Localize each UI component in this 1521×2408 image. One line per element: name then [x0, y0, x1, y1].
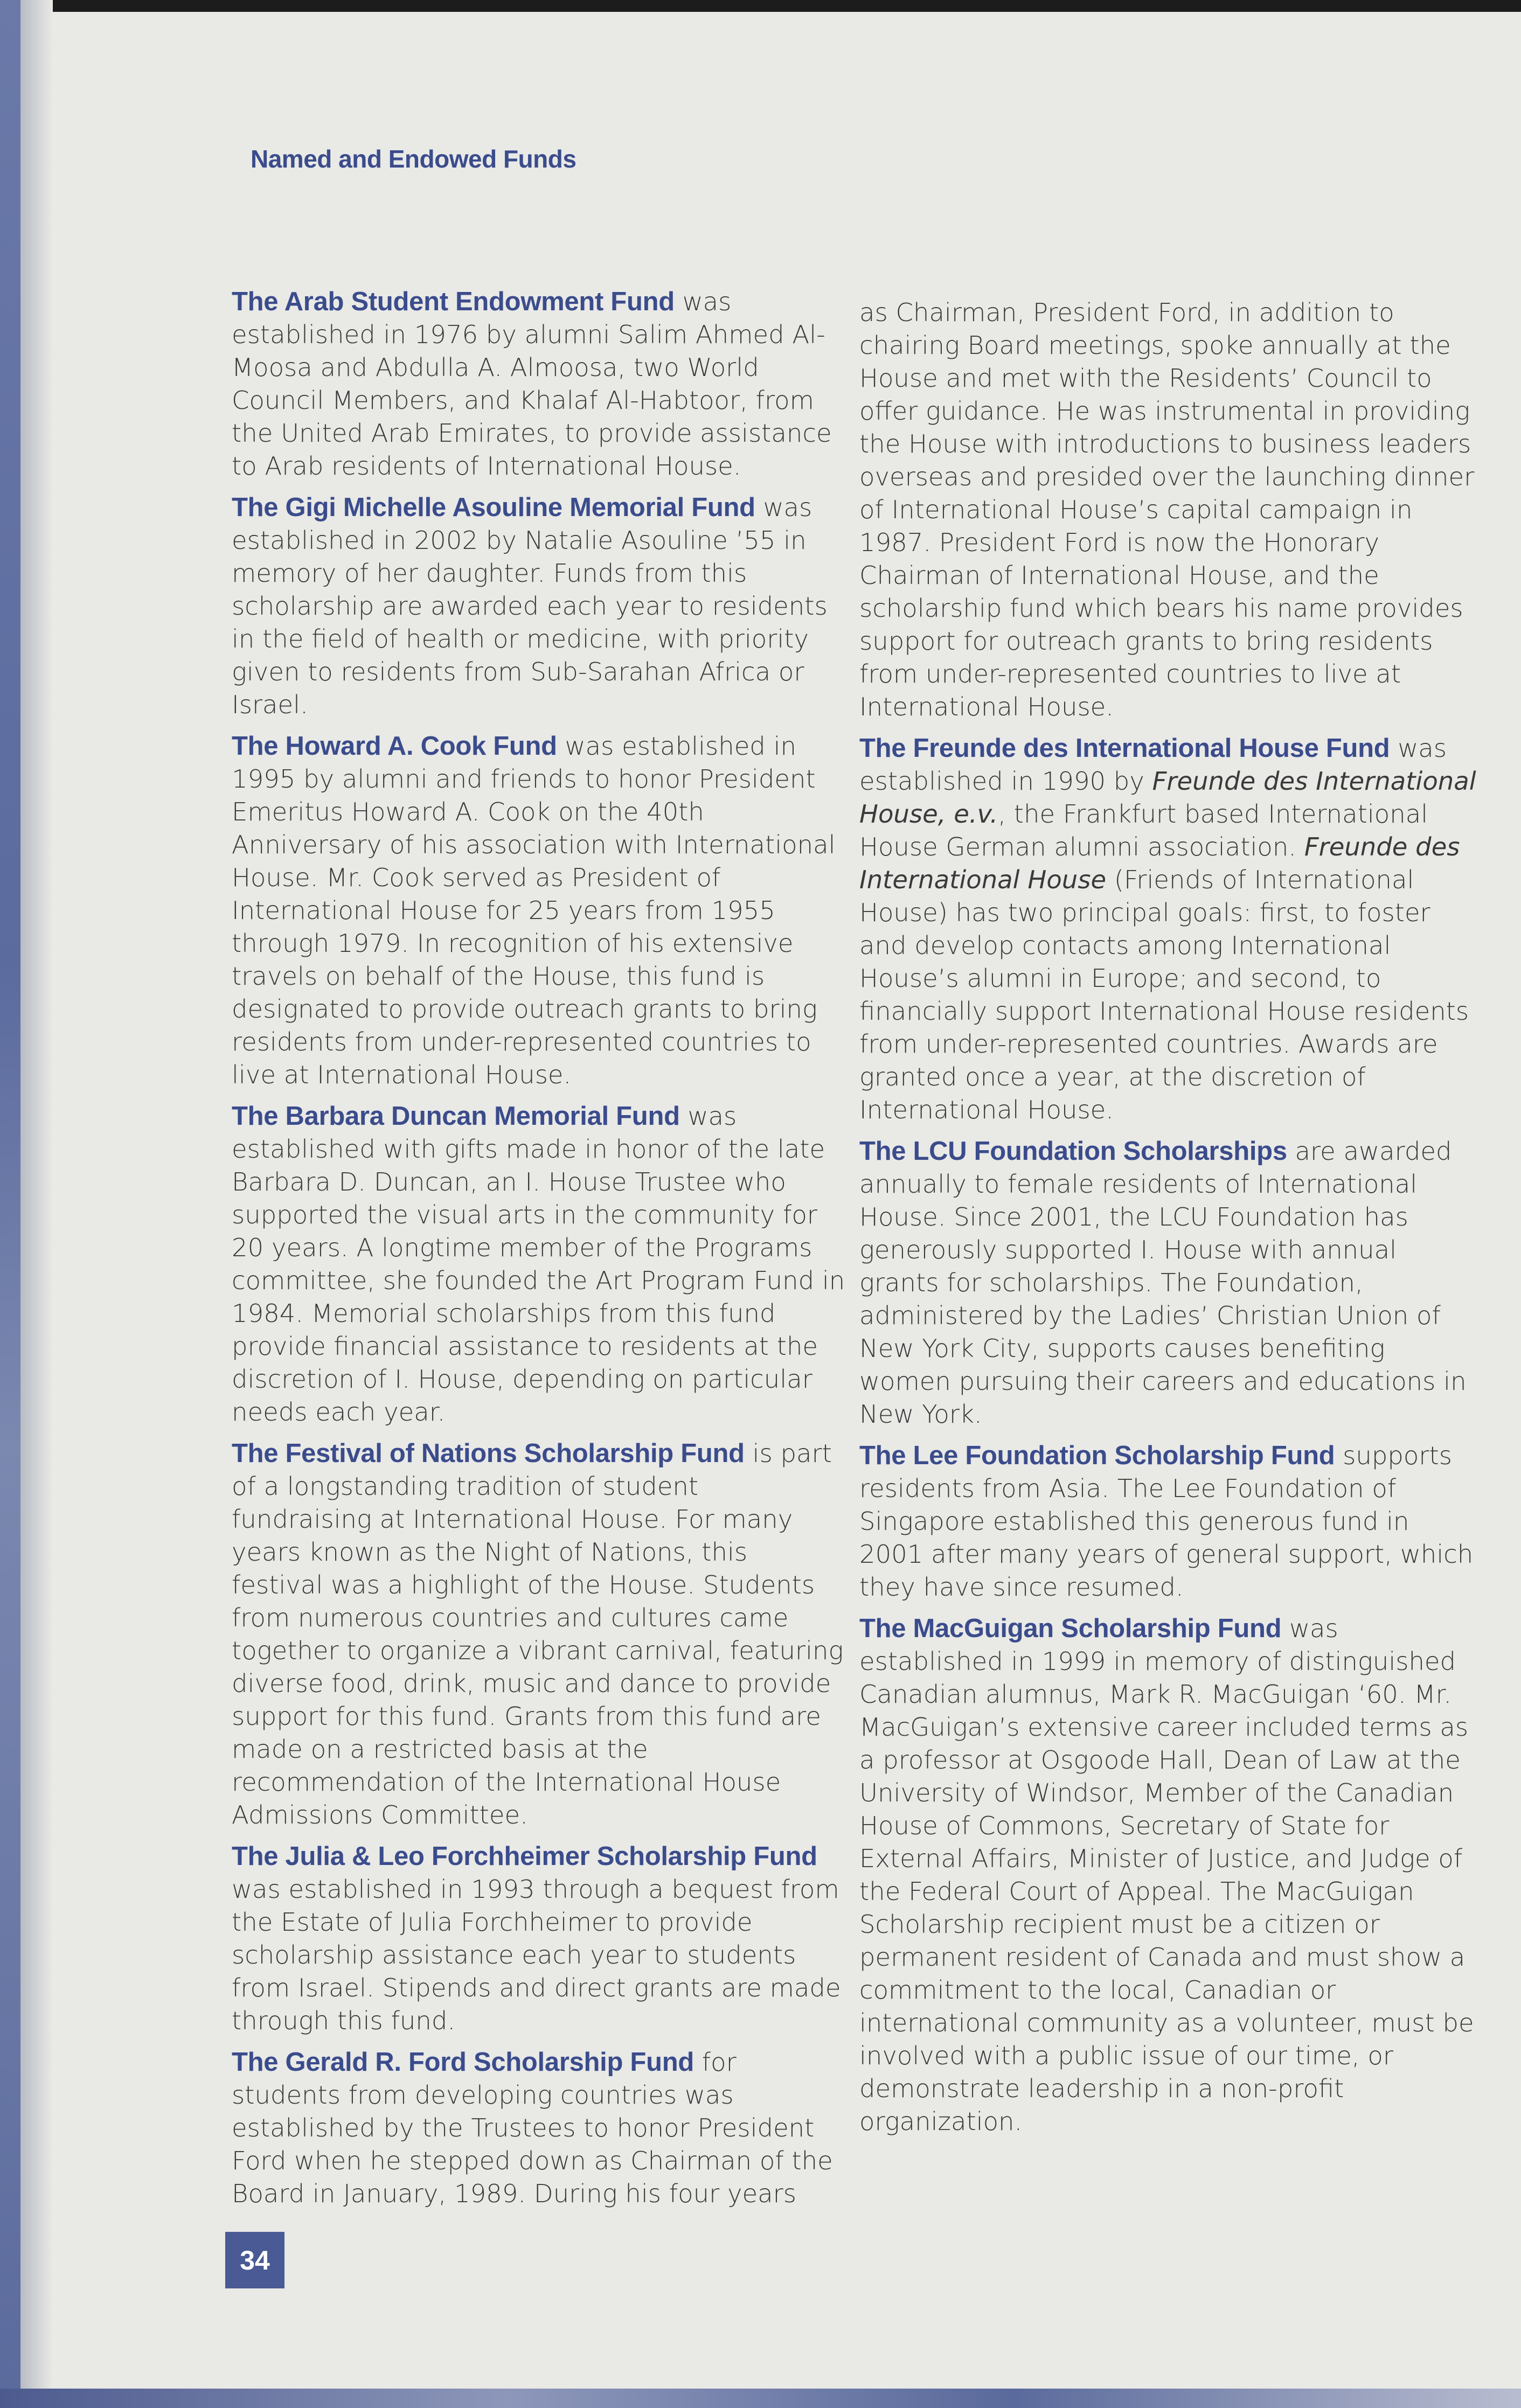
- fund-title: The LCU Foundation Scholarships: [859, 1137, 1287, 1166]
- organization-name-italic: Freunde des International House: [859, 832, 1460, 894]
- fund-entry-macguigan: [859, 1612, 1479, 2138]
- fund-title: The Arab Student Endowment Fund: [232, 287, 675, 316]
- fund-description: was established in 1976 by alumni Salim Ahmed Al-Moosa and Abdulla A. Almoosa, two World Council Members, and Khalaf Al-Habtoor, from the United Arab Emirates, to provide assistance to Arab residents of International House.: [232, 287, 832, 481]
- fund-entry-asouline: [232, 491, 846, 721]
- fund-description: as Chairman, President Ford, in addition to chairing Board meetings, spoke annually at the House and met with the Residents’ Council to offer guidance. He was instrumental in providing the House with introductions to business leaders overseas and presided over the launching dinner of International House’s capital campaign in 1987. President Ford is now the Honorary Chairman of International House, and the scholarship fund which bears his name provides support for outreach grants to bring residents from under-represented countries to live at International House.: [859, 298, 1475, 721]
- fund-description: was established in 1990 by: [859, 734, 1447, 796]
- fund-title: The Lee Foundation Scholarship Fund: [859, 1441, 1335, 1470]
- fund-entry-cook: [232, 730, 846, 1091]
- scan-bottom-edge: [0, 2389, 1521, 2408]
- fund-description: (Friends of International House) has two principal goals: first, to foster and develop contacts among International House’s alumni in Europe; and second, to financially support International House residents from under-represented countries. Awards are granted once a year, at the discretion of International House.: [859, 865, 1469, 1124]
- fund-description: was established in 2002 by Natalie Asouline ’55 in memory of her daughter. Funds from this scholarship are awarded each year to residents in the field of health or medicine, with priority given to residents from Sub-Sarahan Africa or Israel.: [232, 493, 828, 719]
- fund-description: was established with gifts made in honor of the late Barbara D. Duncan, an I. House Trustee who supported the visual arts in the community for 20 years. A longtime member of the Programs committee, she founded the Art Program Fund in 1984. Memorial scholarships from this fund provide financial assistance to residents at the discretion of I. House, depending on particular needs each year.: [232, 1102, 845, 1426]
- fund-description: was established in 1993 through a bequest from the Estate of Julia Forchheimer to provide scholarship assistance each year to students from Israel. Stipends and direct grants are made through this fund.: [232, 1875, 841, 2035]
- fund-entry-arab: [232, 286, 846, 483]
- fund-entry-lcu: [859, 1135, 1479, 1431]
- fund-description: are awarded annually to female residents of International House. Since 2001, the LCU Foundation has generously supported I. House with annual grants for scholarships. The Foundation, administered by the Ladies’ Christian Union of New York City, supports causes benefiting women pursuing their careers and educations in New York.: [859, 1137, 1467, 1429]
- fund-title: The Gigi Michelle Asouline Memorial Fund: [232, 493, 755, 522]
- fund-description: for students from developing countries was established by the Trustees to honor President Ford when he stepped down as Chairman of the Board in January, 1989. During his four years: [232, 2048, 833, 2208]
- fund-title: The MacGuigan Scholarship Fund: [859, 1614, 1282, 1643]
- fund-entry-duncan: [232, 1100, 846, 1429]
- left-column: [232, 286, 846, 2219]
- fund-entry-ford-continued: [859, 296, 1479, 723]
- fund-title: The Barbara Duncan Memorial Fund: [232, 1102, 680, 1131]
- fund-title: The Julia & Leo Forchheimer Scholarship Fund: [232, 1842, 817, 1871]
- fund-entry-festival: [232, 1437, 846, 1832]
- fund-entry-freunde: [859, 732, 1479, 1126]
- fund-title: The Freunde des International House Fund: [859, 734, 1390, 763]
- fund-entry-lee: [859, 1439, 1479, 1604]
- fund-description: supports residents from Asia. The Lee Foundation of Singapore established this generous fund in 2001 after many years of general support, which they have since resumed.: [859, 1441, 1474, 1602]
- fund-title: The Festival of Nations Scholarship Fund: [232, 1439, 745, 1468]
- organization-name-italic: Freunde des International House, e.v.: [859, 767, 1476, 829]
- right-column: [859, 296, 1479, 2147]
- page-edge-blue-bar: [0, 0, 20, 2408]
- fund-description: was established in 1999 in memory of distinguished Canadian alumnus, Mark R. MacGuigan ‘60. Mr. MacGuigan’s extensive career included terms as a professor at Osgoode Hall, Dean of Law at the University of Windsor, Member of the Canadian House of Commons, Secretary of State for External Affairs, Minister of Justice, and Judge of the Federal Court of Appeal. The MacGuigan Scholarship recipient must be a citizen or permanent resident of Canada and must show a commitment to the local, Canadian or international community as a volunteer, must be involved with a public issue of our time, or demonstrate leadership in a non-profit organization.: [859, 1614, 1474, 2136]
- scan-top-edge: [0, 0, 1521, 12]
- binding-shadow: [20, 0, 53, 2408]
- section-title: Named and Endowed Funds: [251, 145, 577, 173]
- fund-description: , the Frankfurt based International House German alumni association.: [859, 799, 1428, 861]
- fund-description: was established in 1995 by alumni and friends to honor President Emeritus Howard A. Cook on the 40th Anniversary of his association with International House. Mr. Cook served as President of International House for 25 years from 1955 through 1979. In recognition of his extensive travels on behalf of the House, this fund is designated to provide outreach grants to bring residents from under-represented countries to live at International House.: [232, 732, 836, 1089]
- fund-entry-forchheimer: [232, 1840, 846, 2037]
- page-number-badge: [225, 2232, 284, 2288]
- fund-title: The Howard A. Cook Fund: [232, 732, 557, 761]
- page-number: 34: [240, 2245, 270, 2275]
- fund-entry-ford: [232, 2046, 846, 2210]
- fund-description: is part of a longstanding tradition of student fundraising at International House. For many years known as the Night of Nations, this festival was a highlight of the House. Students from numerous countries and cultures came together to organize a vibrant carnival, featuring diverse food, drink, music and dance to provide support for this fund. Grants from this fund are made on a restricted basis at the recommendation of the International House Admissions Committee.: [232, 1439, 844, 1829]
- fund-title: The Gerald R. Ford Scholarship Fund: [232, 2048, 694, 2077]
